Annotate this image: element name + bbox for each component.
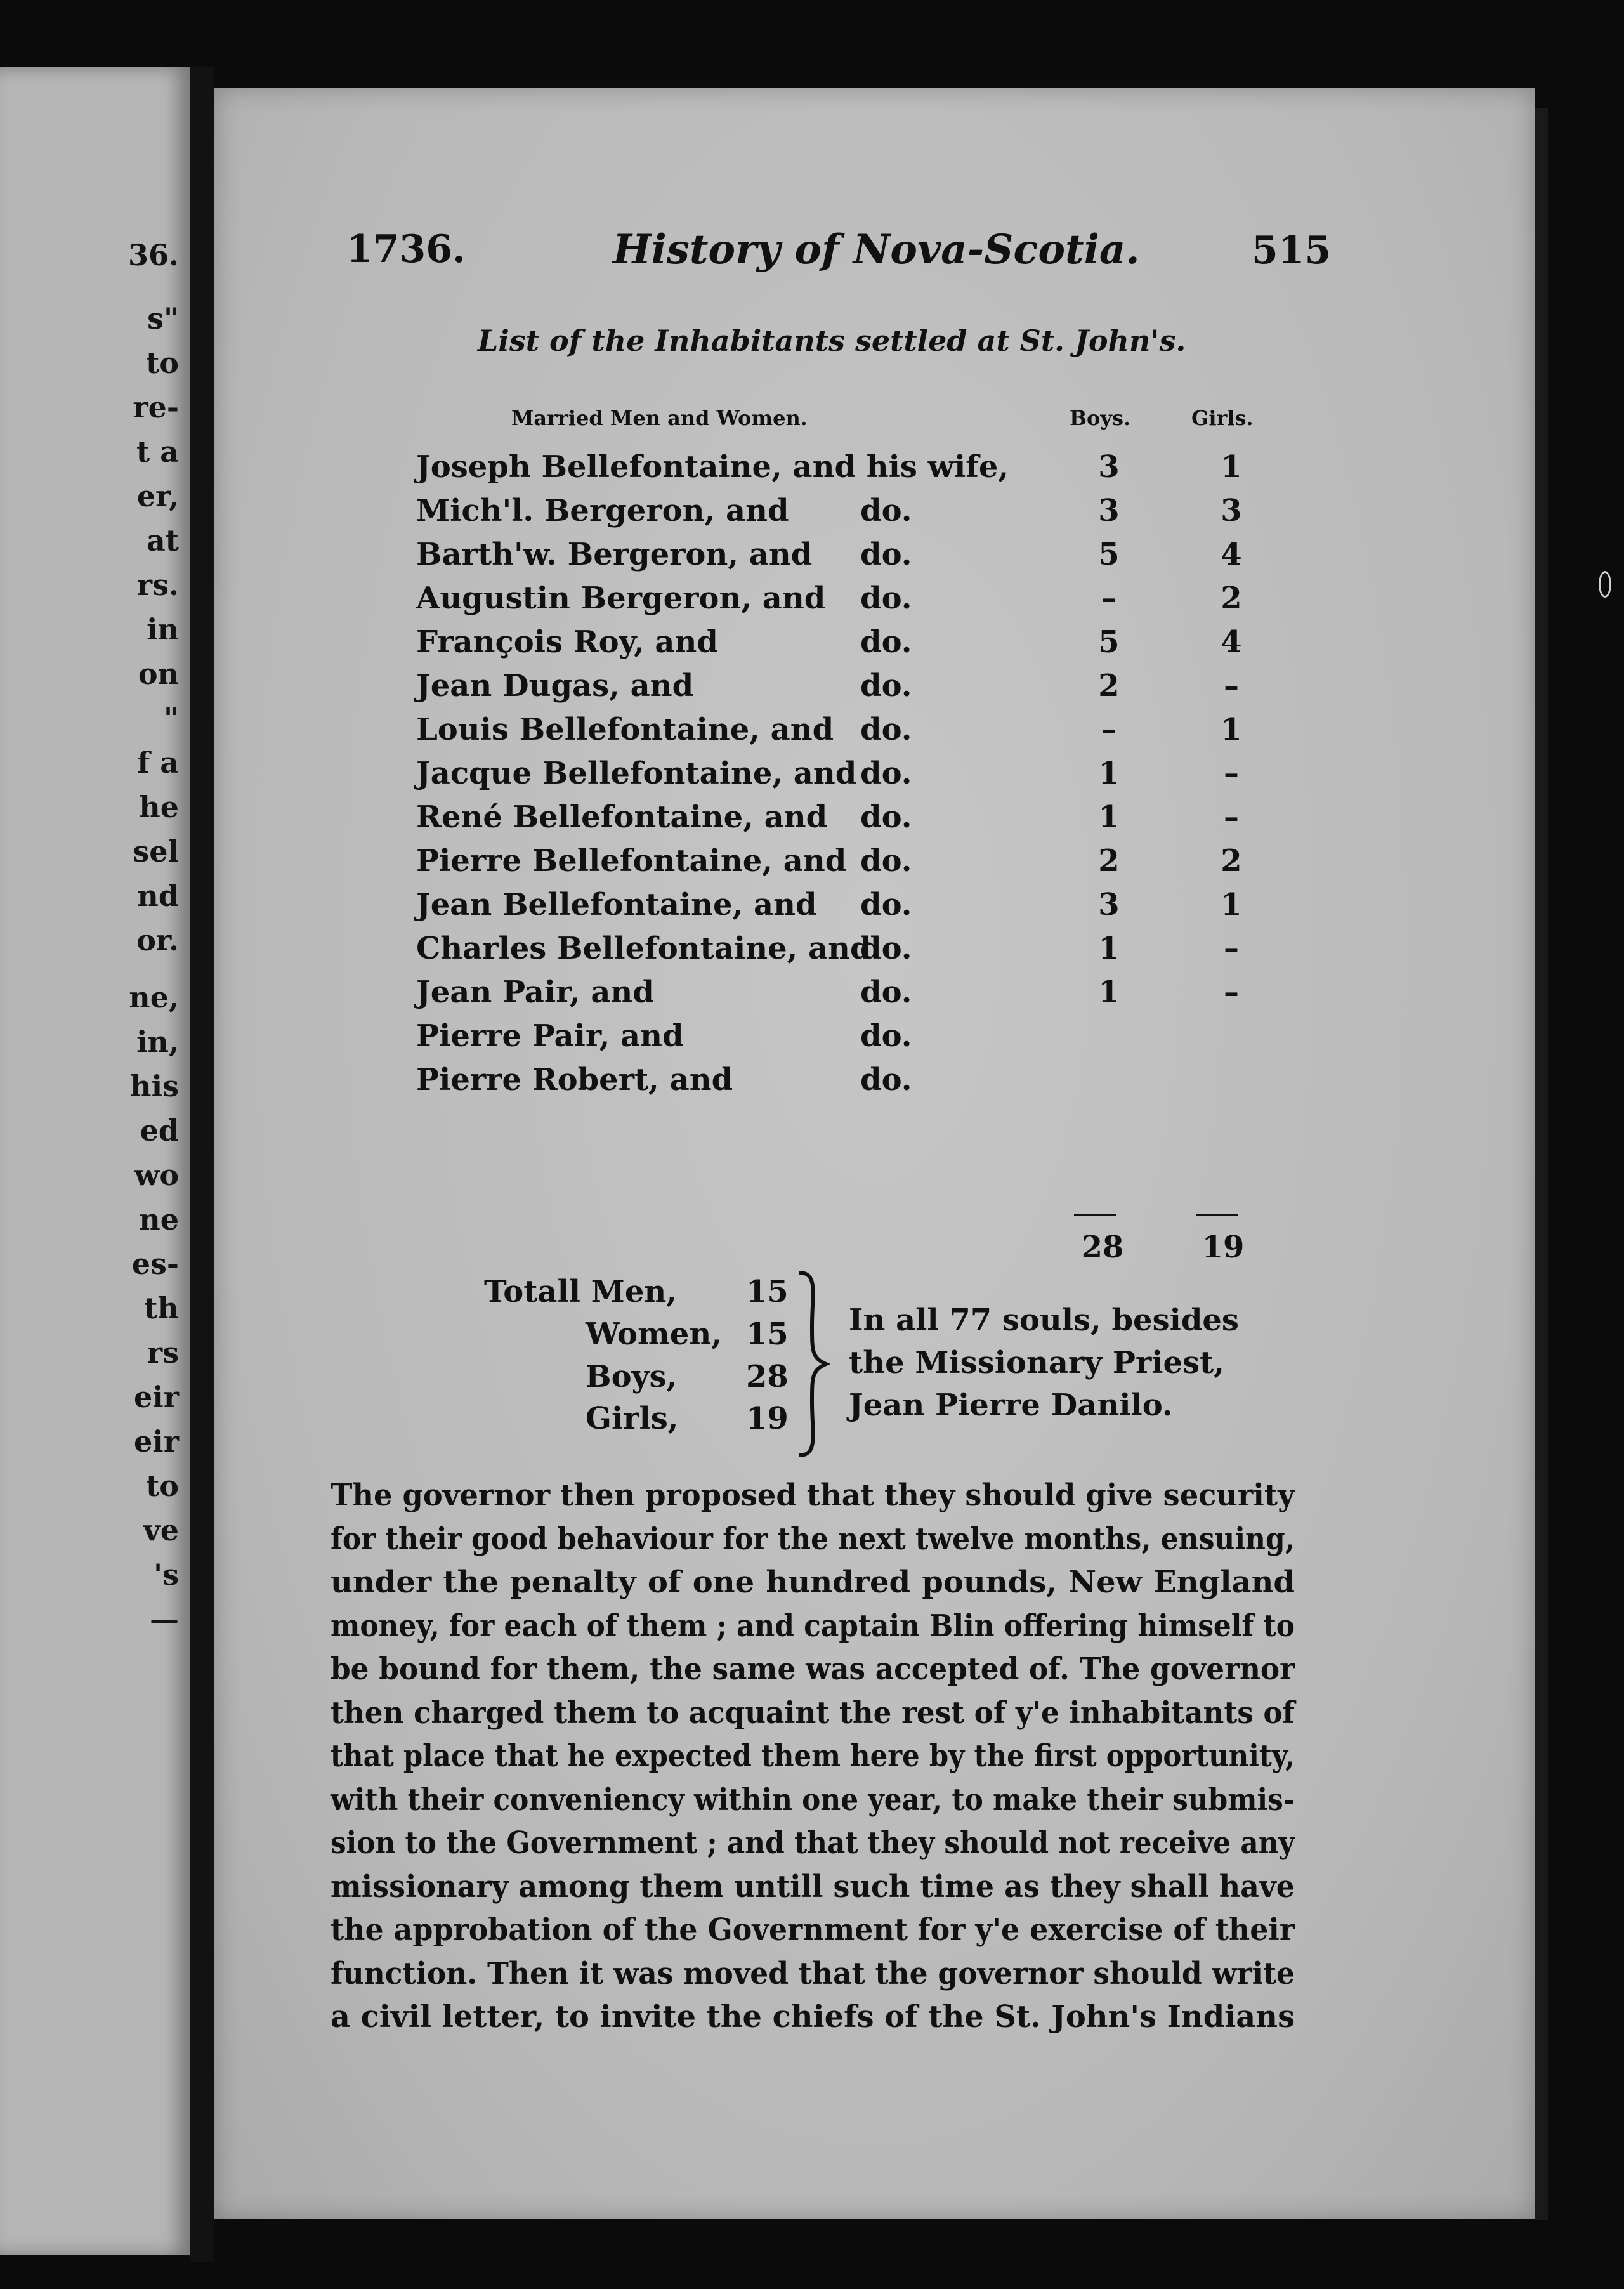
column-header-girls: Girls.	[1191, 406, 1254, 430]
girls-count: 1	[1221, 887, 1242, 922]
page-number: 515	[1252, 228, 1332, 273]
inhabitant-name: Louis Bellefontaine, and	[416, 712, 834, 747]
table-row	[416, 756, 1495, 799]
body-line: sion to the Government ; and that they should not receive any	[331, 1825, 1295, 1861]
left-page-line: 36.	[128, 238, 179, 272]
girls-count: 2	[1221, 580, 1242, 616]
summary-note-line: Jean Pierre Danilo.	[849, 1387, 1173, 1423]
body-line: money, for each of them ; and captain Blin offering himself to	[331, 1608, 1295, 1644]
boys-count: –	[1101, 580, 1116, 616]
left-page-line: sel	[133, 834, 179, 869]
curly-brace	[793, 1269, 831, 1459]
left-page-line: re-	[133, 390, 179, 424]
header-year: 1736.	[346, 227, 466, 272]
ditto-mark: do.	[860, 1018, 912, 1054]
ditto-mark: do.	[860, 931, 912, 966]
table-row	[416, 1062, 1495, 1106]
girls-count: –	[1224, 668, 1239, 704]
column-header-boys: Boys.	[1070, 406, 1131, 430]
table-row	[416, 668, 1495, 712]
left-page-line: rs	[147, 1335, 179, 1370]
summary-value: 28	[746, 1359, 789, 1394]
boys-count: 5	[1098, 624, 1120, 660]
table-row	[416, 799, 1495, 843]
table-row	[416, 449, 1495, 493]
left-page-line: ed	[140, 1113, 179, 1148]
body-line: missionary among them untill such time as they shall have	[331, 1868, 1295, 1905]
column-header-names: Married Men and Women.	[511, 406, 808, 430]
left-page-line: nd	[137, 879, 179, 913]
girls-count: –	[1224, 799, 1239, 835]
left-page-line: th	[144, 1291, 179, 1325]
table-row	[416, 931, 1495, 974]
left-page-line: —	[150, 1602, 179, 1636]
inhabitant-name: Charles Bellefontaine, and	[416, 931, 872, 966]
girls-count: 3	[1221, 493, 1242, 528]
body-line: function. Then it was moved that the governor should write	[331, 1955, 1295, 1991]
left-page-line: on	[138, 657, 179, 691]
left-page-line: ne,	[129, 980, 179, 1014]
girls-count: 1	[1221, 712, 1242, 747]
ditto-mark: do.	[860, 1062, 912, 1098]
table-row	[416, 712, 1495, 756]
inhabitant-name: Jean Pair, and	[416, 974, 654, 1010]
left-page-line: s"	[147, 301, 179, 336]
body-line: be bound for them, the same was accepted of. The governor	[331, 1651, 1295, 1687]
book-gutter	[190, 67, 214, 2262]
summary-label: Girls,	[586, 1401, 679, 1436]
total-girls: 19	[1202, 1230, 1245, 1265]
table-row	[416, 843, 1495, 887]
left-page-line: 's	[154, 1558, 179, 1592]
inhabitant-name: Pierre Pair, and	[416, 1018, 684, 1054]
summary-note-line: In all 77 souls, besides	[849, 1302, 1239, 1338]
summary-note-line: the Missionary Priest,	[849, 1345, 1224, 1381]
table-row	[416, 580, 1495, 624]
body-line: then charged them to acquaint the rest of y'e inhabitants of	[331, 1695, 1295, 1731]
table-row	[416, 974, 1495, 1018]
boys-count: 3	[1098, 887, 1120, 922]
boys-count: 2	[1098, 668, 1120, 704]
girls-count: –	[1224, 756, 1239, 791]
left-page-line: rs.	[136, 568, 179, 602]
ditto-mark: do.	[860, 974, 912, 1010]
left-page-line: er,	[136, 479, 179, 513]
body-line: for their good behaviour for the next twelve months, ensuing,	[331, 1521, 1295, 1557]
ditto-mark: do.	[860, 712, 912, 747]
main-page	[214, 88, 1535, 2219]
girls-count: 4	[1221, 537, 1242, 572]
summary-value: 15	[746, 1274, 789, 1309]
ditto-mark: do.	[860, 580, 912, 616]
girls-count: 1	[1221, 449, 1242, 485]
inhabitant-name: Pierre Bellefontaine, and	[416, 843, 847, 879]
girls-count: 2	[1221, 843, 1242, 879]
list-title: List of the Inhabitants settled at St. John's.	[478, 324, 1186, 358]
boys-count: 5	[1098, 537, 1120, 572]
ditto-mark: do.	[860, 668, 912, 704]
boys-count: –	[1101, 712, 1116, 747]
boys-count: 3	[1098, 449, 1120, 485]
left-page-line: in,	[136, 1025, 179, 1059]
inhabitant-name: René Bellefontaine, and	[416, 799, 828, 835]
table-row	[416, 887, 1495, 931]
left-page-line: or.	[136, 923, 179, 957]
left-facing-page	[0, 67, 190, 2255]
inhabitant-name: Pierre Robert, and	[416, 1062, 733, 1098]
left-page-line: to	[146, 1469, 179, 1503]
inhabitant-name: Jean Dugas, and	[416, 668, 694, 704]
summary-value: 15	[746, 1316, 789, 1352]
inhabitant-name: Jacque Bellefontaine, and	[416, 756, 857, 791]
table-row	[416, 537, 1495, 580]
page-edge	[1535, 108, 1548, 2220]
left-page-line: f a	[137, 745, 179, 780]
girls-count: –	[1224, 931, 1239, 966]
left-page-line: he	[139, 790, 179, 824]
body-line: a civil letter, to invite the chiefs of the St. John's Indians	[331, 1999, 1295, 2035]
ditto-mark: do.	[860, 537, 912, 572]
left-page-line: his	[130, 1069, 179, 1103]
total-boys: 28	[1081, 1230, 1124, 1265]
left-page-line: eir	[134, 1424, 179, 1459]
left-page-line: es-	[131, 1247, 179, 1281]
boys-count: 2	[1098, 843, 1120, 879]
boys-sum-rule	[1074, 1214, 1116, 1216]
running-title: History of Nova-Scotia.	[613, 226, 1140, 273]
ditto-mark: do.	[860, 887, 912, 922]
ditto-mark: do.	[860, 624, 912, 660]
boys-count: 3	[1098, 493, 1120, 528]
summary-label: Totall Men,	[484, 1274, 677, 1309]
table-row	[416, 1018, 1495, 1062]
ditto-mark: do.	[860, 493, 912, 528]
left-page-line: in	[147, 612, 179, 646]
boys-count: 1	[1098, 974, 1120, 1010]
inhabitant-name: Barth'w. Bergeron, and	[416, 537, 813, 572]
girls-sum-rule	[1196, 1214, 1238, 1216]
inhabitant-name: Joseph Bellefontaine, and his wife,	[416, 449, 1009, 485]
inhabitant-name: François Roy, and	[416, 624, 718, 660]
girls-count: 4	[1221, 624, 1242, 660]
inhabitant-name: Jean Bellefontaine, and	[416, 887, 817, 922]
left-page-line: ne	[139, 1202, 179, 1236]
body-paragraph	[331, 1474, 1295, 2039]
ditto-mark: do.	[860, 799, 912, 835]
body-line: The governor then proposed that they should give security	[331, 1478, 1295, 1513]
table-row	[416, 624, 1495, 668]
boys-count: 1	[1098, 931, 1120, 966]
inhabitant-name: Augustin Bergeron, and	[416, 580, 826, 616]
boys-count: 1	[1098, 756, 1120, 791]
margin-mark	[1599, 571, 1611, 598]
left-page-line: eir	[134, 1380, 179, 1414]
body-line: with their conveniency within one year, to make their submis-	[331, 1781, 1295, 1818]
ditto-mark: do.	[860, 756, 912, 791]
summary-value: 19	[746, 1401, 789, 1436]
left-page-line: at	[146, 523, 179, 558]
left-page-line: to	[146, 346, 179, 380]
left-page-line: wo	[134, 1158, 179, 1192]
left-page-line: ve	[143, 1513, 179, 1547]
inhabitant-name: Mich'l. Bergeron, and	[416, 493, 789, 528]
left-page-line: "	[164, 701, 179, 735]
boys-count: 1	[1098, 799, 1120, 835]
left-page-line: t a	[136, 435, 179, 469]
body-line: under the penalty of one hundred pounds, New England	[331, 1564, 1295, 1600]
summary-label: Women,	[586, 1316, 722, 1352]
summary-label: Boys,	[586, 1359, 678, 1394]
girls-count: –	[1224, 974, 1239, 1010]
ditto-mark: do.	[860, 843, 912, 879]
body-line: that place that he expected them here by the first opportunity,	[331, 1738, 1295, 1774]
body-line: the approbation of the Government for y'e exercise of their	[331, 1912, 1295, 1948]
table-row	[416, 493, 1495, 537]
